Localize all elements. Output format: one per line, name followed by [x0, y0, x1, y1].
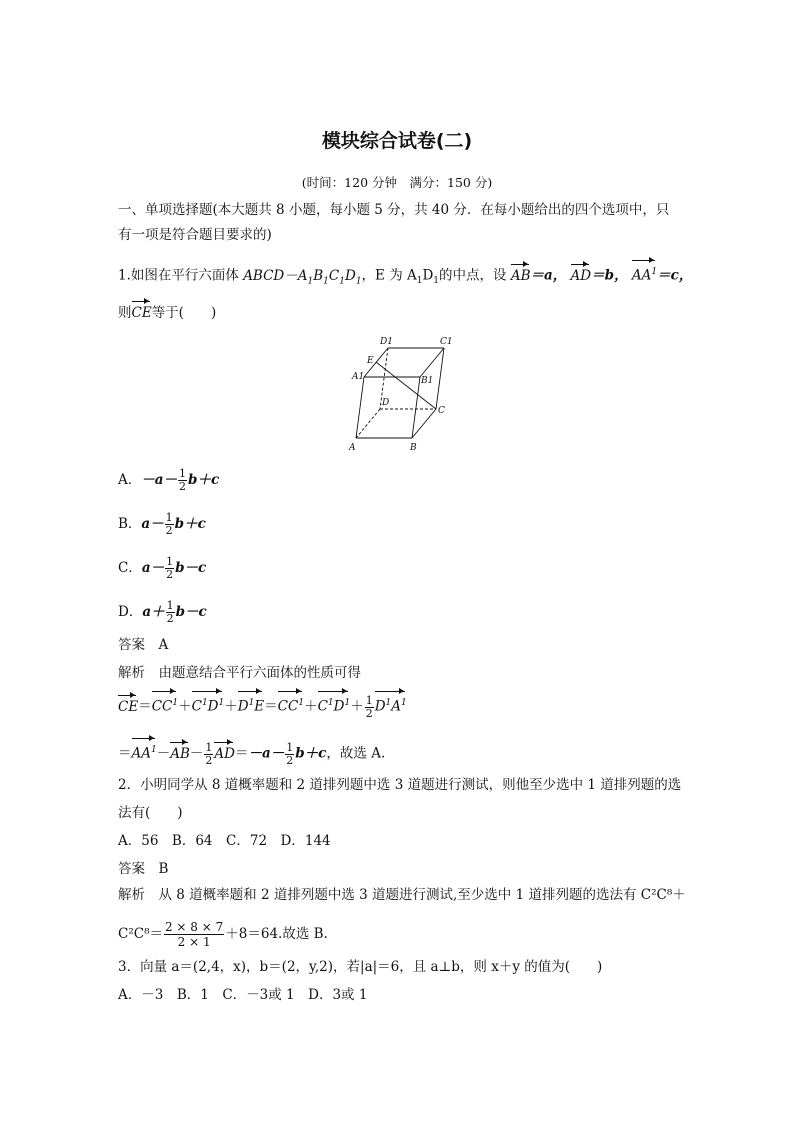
label-d: D — [382, 398, 390, 408]
q1-analysis-label: 解析 — [118, 665, 145, 681]
vector-ce: CE — [131, 305, 152, 321]
q1-option-c[interactable]: C．a－ $\frac{1}{2}$ b－c — [118, 555, 207, 581]
q1-answer-label: 答案 — [118, 637, 145, 653]
label-c: C — [438, 406, 445, 416]
q1-body-name: ABCD－A — [243, 267, 308, 284]
label-a1: A1 — [352, 372, 365, 382]
q1-formula-line1: $CE=CC^1+C^1D^1+D^1E=CC^1+C^1D^1+$ $\frac{1}{2}$ $D^1A^1$ — [118, 693, 407, 720]
section-heading-line1: 一、单项选择题(本大题共 8 小题，每小题 5 分，共 40 分．在每小题给出的四个选项中，只 — [118, 202, 670, 218]
q1-eq-c: ＝c， — [657, 267, 693, 284]
q2-options[interactable]: A．56 B．64 C．72 D．144 — [118, 833, 331, 849]
q1-formula-line2: $=AA^1-AB-$ $\frac{1}{2}$ AD＝－a－ $\frac{1}{2}$ b＋c，故选 A. — [118, 740, 386, 767]
q2-analysis-label: 解析 — [118, 887, 145, 903]
q1-option-d-label: D． — [118, 604, 143, 620]
q1-option-a-label: A． — [118, 472, 142, 488]
label-a: A — [349, 443, 356, 453]
q2-formula: C²C⁸＝ $\frac{2 \times 8 \times 7}{2 \times 1}$ ＋8＝64.故选 B. — [118, 920, 328, 949]
q2-answer-label: 答案 — [118, 861, 145, 877]
q1-option-d[interactable]: D．a＋ $\frac{1}{2}$ b－c — [118, 599, 207, 625]
q3-stem: 3．向量 a＝(2,4，x)，b＝(2，y,2)，若|a|＝6，且 a⊥b，则 x＋y 的值为( ) — [118, 959, 603, 975]
q1-analysis — [118, 664, 361, 682]
q1-analysis-text: 由题意结合平行六面体的性质可得 — [158, 665, 361, 681]
q1-option-b[interactable]: B．a－ $\frac{1}{2}$ b＋c — [118, 511, 206, 537]
q2-stem-line1: 2．小明同学从 8 道概率题和 2 道排列题中选 3 道题进行测试，则他至少选中 1 道排列题的选 — [118, 777, 682, 793]
label-e: E — [367, 356, 374, 366]
label-b1: B1 — [421, 376, 434, 386]
exam-info: (时间：120 分钟 满分：150 分) — [301, 175, 493, 190]
q2-stem-line2: 法有( ) — [118, 805, 183, 821]
label-c1: C1 — [440, 337, 453, 347]
q1-option-b-label: B． — [118, 516, 142, 532]
vector-aa1: $AA^1$ — [632, 263, 657, 285]
vector-ab: AB — [510, 267, 531, 284]
q1-eq-a: ＝a， — [530, 267, 567, 284]
label-b: B — [410, 443, 417, 453]
q1-stem: 1.如图在平行六面体 $ABCD-A_1B_1C_1D_1$，E 为 $A_1D_1$的中点，设 AB＝a， AD＝b， $AA^1=c$， — [118, 263, 692, 290]
page-title: 模块综合试卷(二) — [321, 130, 473, 152]
q1-eq-b: ＝b， — [591, 267, 628, 284]
q2-analysis-text: 从 8 道概率题和 2 道排列题中选 3 道题进行测试,至少选中 1 道排列题的选法有 C²C⁸＋ — [158, 887, 686, 903]
q1-answer-value: A — [158, 637, 169, 653]
q1-answer — [118, 636, 168, 654]
q1-mid2: D — [422, 267, 434, 284]
q1-mid: ，E 为 A — [361, 267, 417, 284]
q2-answer-value: B — [158, 861, 169, 877]
parallelepiped-figure — [340, 330, 460, 455]
q3-options[interactable]: A．－3 B．1 C．－3或 1 D．3或 1 — [118, 987, 368, 1003]
label-d1: D1 — [380, 337, 393, 347]
q2-answer — [118, 860, 168, 878]
q1-body: $ABCD-A_1B_1C_1D_1$ — [243, 267, 362, 287]
q1-ask-prefix: 则 — [118, 305, 132, 321]
section-heading-line2: 有一项是符合题目要求的) — [118, 227, 272, 243]
q1-ask — [118, 304, 216, 322]
q2-analysis — [118, 886, 686, 904]
q2-formula-tail: ＋8＝64.故选 B. — [225, 926, 328, 942]
q1-ask-suffix: 等于( ) — [151, 305, 217, 321]
q1-stem-text: 1.如图在平行六面体 — [118, 267, 239, 284]
q1-conclusion: ，故选 A. — [326, 745, 386, 762]
q1-option-c-label: C． — [118, 560, 142, 576]
vector-ad: AD — [570, 267, 592, 284]
q1-mid3: 的中点，设 — [439, 267, 507, 284]
q1-option-a[interactable]: A．－a－ $\frac{1}{2}$ b＋c — [118, 467, 220, 493]
